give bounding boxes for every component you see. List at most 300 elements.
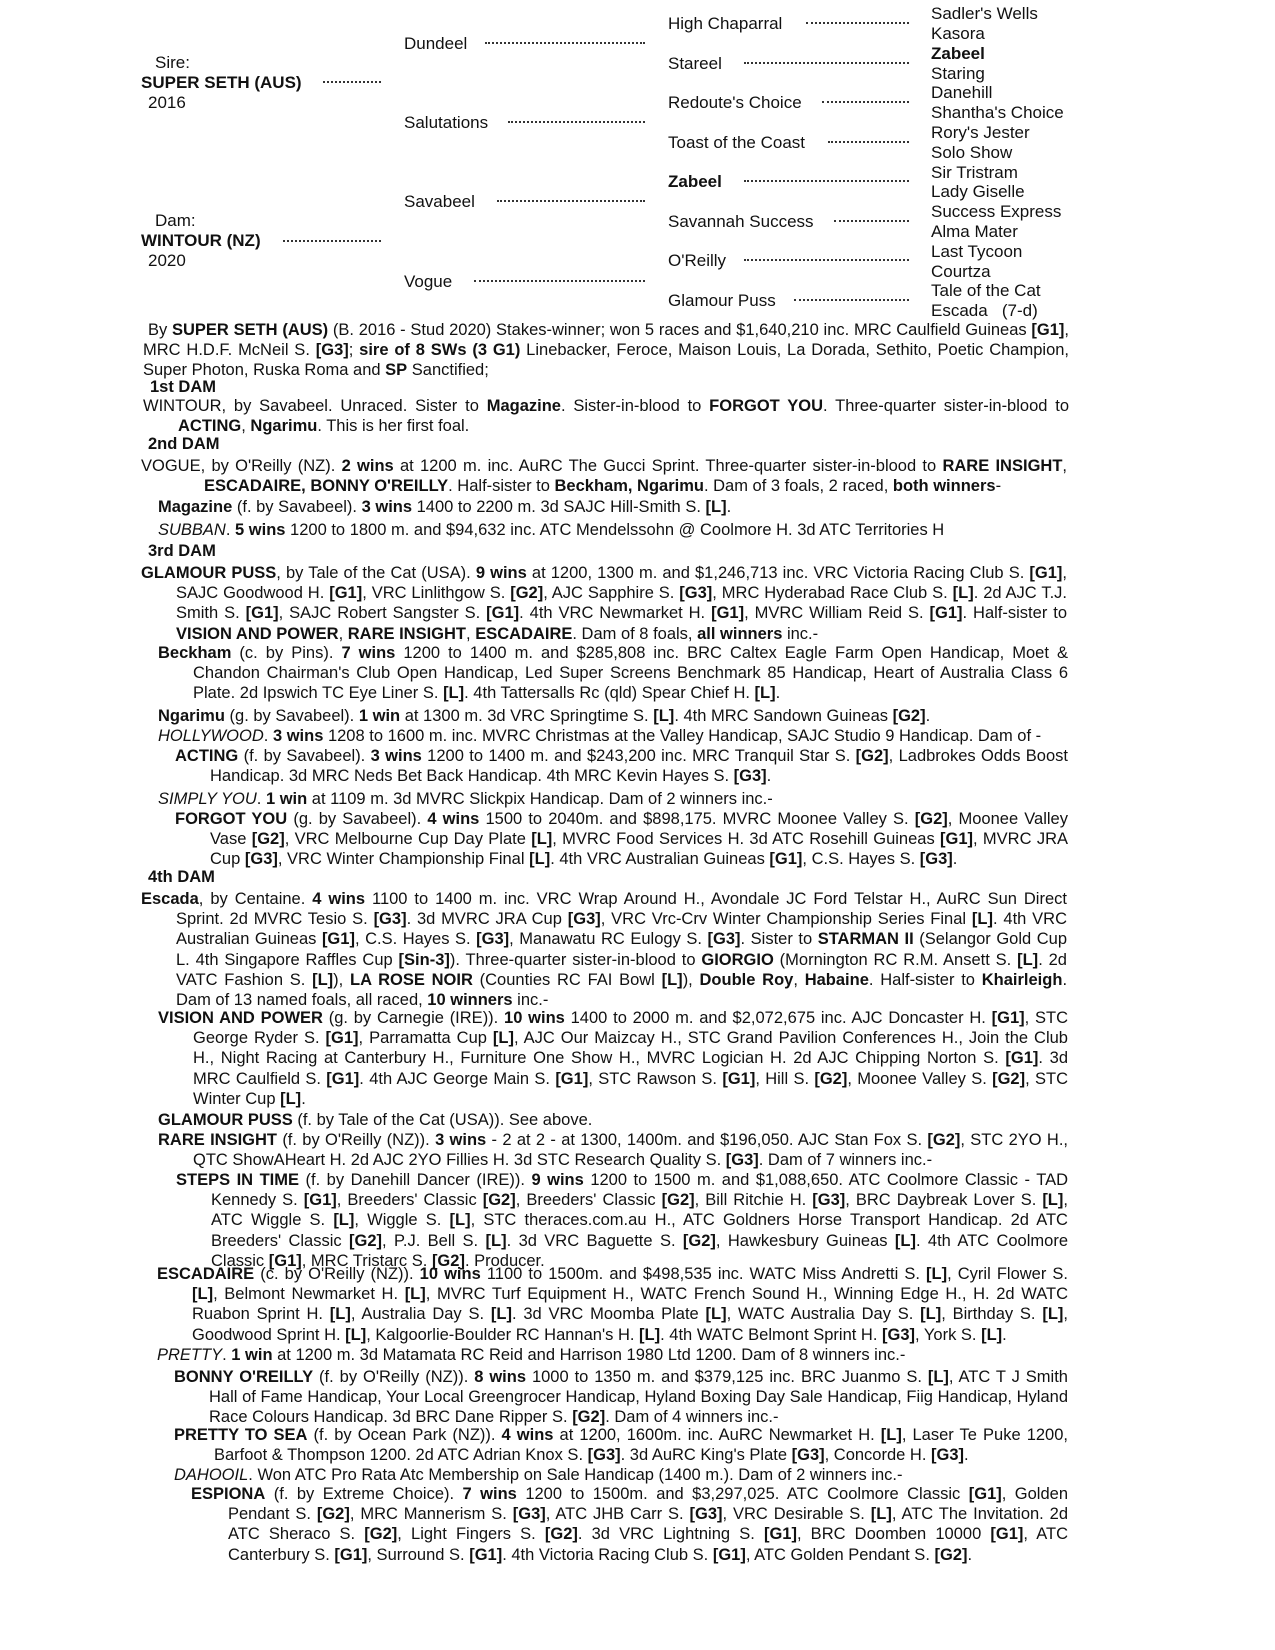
text-run: at 1200 m. 3d Matamata RC Reid and Harrison 1980 Ltd 1200. Dam of 8 winners inc.- (272, 1346, 906, 1364)
text-run: . (222, 1346, 232, 1364)
gen4-name: Escada (7-d) (931, 301, 1038, 320)
text-run: [G1] (940, 830, 974, 849)
text-run: . (952, 850, 958, 869)
text-run: , (241, 417, 251, 436)
text-run: . 3d MRC Caulfield S. (193, 1049, 1068, 1088)
text-run: [G1] (763, 1525, 797, 1544)
dam-year: 2020 (148, 251, 186, 270)
text-run: FORGOT YOU (175, 810, 288, 828)
text-run: , Birthday S. (941, 1305, 1043, 1324)
text-run: . This is her first foal. (317, 417, 470, 436)
text-run: . 4th VRC Newmarket H. (519, 604, 712, 623)
text-run: [G2] (814, 1069, 848, 1088)
text-run: 5 wins (235, 521, 286, 539)
text-run: (Mornington RC R.M. Ansett S. (773, 950, 1018, 969)
text-run: [L] (1042, 1191, 1064, 1210)
text-run: [G1] (329, 584, 363, 603)
text-run: , BRC Daybreak Lover S. (845, 1191, 1043, 1210)
text-run: 8 wins (474, 1368, 527, 1386)
text-run: . Dam of 13 named foals, all raced, (176, 970, 1068, 1010)
text-run: , Wiggle S. (354, 1211, 450, 1230)
text-run: , C.S. Hayes S. (354, 930, 477, 949)
text-run: [G3] (512, 1505, 546, 1524)
dam-label: Dam: (155, 211, 196, 230)
text-run: 10 wins (419, 1265, 481, 1283)
text-run: [G1] (469, 1545, 503, 1564)
text-run: ), (333, 970, 350, 989)
text-run: (Selangor Gold Cup L. 4th Singapore Raffles Cup (176, 930, 1068, 969)
text-run: By (148, 321, 172, 339)
text-run: [G1] (326, 1069, 360, 1088)
progeny-entry (174, 1425, 1068, 1465)
text-run: 7 wins (341, 644, 396, 662)
text-run: . 3d VRC Baguette S. (506, 1231, 683, 1250)
text-run: [L] (485, 1231, 507, 1250)
text-run: 3 wins (361, 498, 413, 516)
text-run: [L] (981, 1325, 1003, 1344)
gen4-name: Lady Giselle (931, 182, 1025, 201)
text-run: (f. by O'Reilly (NZ)). (277, 1131, 436, 1149)
text-run: 1208 to 1600 m. inc. MVRC Christmas at the Valley Handicap, SAJC Studio 9 Handicap. Dam of - (323, 727, 1042, 745)
text-run: 7 wins (462, 1485, 517, 1503)
text-run: [G1] (303, 1191, 337, 1210)
text-run: . Dam of 8 foals, (572, 624, 698, 643)
text-run: , by Tale of the Cat (USA). (276, 564, 476, 582)
text-run: at 1109 m. 3d MVRC Slickpix Handicap. Dam of 2 winners inc.- (307, 790, 773, 808)
text-run: , MVRC William Reid S. (744, 604, 930, 623)
text-run: GLAMOUR PUSS (158, 1111, 293, 1129)
text-run: (g. by Savabeel). (287, 810, 428, 828)
text-run: [L] (894, 1231, 916, 1250)
text-run: , VRC Desirable S. (722, 1505, 871, 1524)
text-run: [G1] (990, 1525, 1024, 1544)
text-run: , MVRC JRA Cup (210, 830, 1068, 869)
progeny-entry (158, 497, 1068, 517)
text-run: . Dam of 3 foals, 2 raced, (703, 477, 893, 496)
progeny-entry (157, 1345, 1068, 1365)
text-run: [G3] (931, 1446, 965, 1465)
gen4-name: Rory's Jester (931, 123, 1030, 142)
text-run: [L] (333, 1211, 355, 1230)
text-run: Beckham (158, 644, 232, 662)
text-run: [L] (880, 1426, 902, 1444)
text-run: , Goodwood Sprint H. (192, 1305, 1068, 1344)
text-run: , Light Fingers S. (397, 1525, 545, 1544)
text-run: , MVRC Turf Equipment H., WATC French Sound H., Winning Edge H., H. 2d WATC Ruabon Sprint H. (192, 1285, 1068, 1324)
text-run: [L] (1017, 950, 1039, 969)
text-run: [G1] (268, 1251, 302, 1270)
text-run: ACTING (175, 747, 239, 765)
text-run: [G3] (791, 1446, 825, 1465)
text-run: 1 win (231, 1346, 273, 1364)
text-run: (g. by Savabeel). (224, 707, 359, 725)
text-run: , Breeders' Classic (336, 1191, 483, 1210)
text-run: [L] (531, 830, 553, 849)
gen4-name: Shantha's Choice (931, 103, 1064, 122)
text-run: (f. by Savabeel). (232, 498, 362, 516)
text-run: HOLLYWOOD (158, 727, 264, 745)
text-run: PRETTY TO SEA (174, 1426, 308, 1444)
text-run: , STC 2YO H., QTC ShowAHeart H. 2d AJC 2YO Fillies H. 3d STC Research Quality S. (193, 1131, 1069, 1170)
text-run: FORGOT YOU (709, 397, 824, 415)
text-run: 1200 to 1400 m. and $243,200 inc. MRC Tranquil Star S. (421, 747, 856, 765)
text-run: [L] (1042, 1305, 1064, 1324)
text-run: , Golden Pendant S. (228, 1485, 1068, 1524)
text-run: RARE INSIGHT (942, 457, 1063, 475)
text-run: ). Three-quarter sister-in-blood to (449, 950, 702, 969)
text-run: [G1] (325, 1029, 359, 1048)
text-run: 1200 to 1400 m. and $285,808 inc. BRC Caltex Eagle Farm Open Handicap, Moet & Chandon Chairman's Club Open Handicap, Led Super Screens Benchmark 85 Handicap, Heart of Australia Class 6 Plate. 2d Ipswich TC Eye Liner S. (193, 644, 1068, 703)
text-run: . 4th WATC Belmont Sprint H. (660, 1325, 883, 1344)
text-run: [G2] (510, 584, 544, 603)
text-run: . 2d VATC Fashion S. (176, 950, 1067, 989)
text-run: , (338, 624, 348, 643)
text-run: [L] (705, 498, 727, 516)
text-run: [G1] (486, 604, 520, 623)
gen4-name: Danehill (931, 83, 993, 102)
text-run: . Dam of 7 winners inc.- (758, 1151, 933, 1170)
text-run: , Belmont Newmarket H. (213, 1285, 405, 1304)
text-run: 1000 to 1350 m. and $379,125 inc. BRC Juanmo S. (526, 1368, 928, 1386)
text-run: 1400 to 2000 m. and $2,072,675 inc. AJC Doncaster H. (564, 1009, 992, 1027)
text-run: [G3] (244, 850, 278, 869)
text-run: [G2] (482, 1191, 516, 1210)
text-run: STEPS IN TIME (176, 1171, 300, 1189)
text-run: . (225, 521, 236, 539)
progeny-entry (158, 643, 1068, 704)
text-run: [L] (192, 1285, 214, 1304)
text-run: [L] (312, 970, 334, 989)
text-run: . 4th AJC George Main S. (359, 1069, 556, 1088)
gen3-name: O'Reilly (668, 251, 727, 270)
text-run: 1200 to 1500 m. and $1,088,650. ATC Coolmore Classic - TAD Kennedy S. (211, 1171, 1069, 1210)
text-run: , (1062, 457, 1067, 475)
text-run: [G2] (914, 810, 948, 828)
text-run: ; (348, 341, 360, 360)
sire-summary (143, 320, 1069, 381)
text-run: SUBBAN (158, 521, 226, 539)
gen4-name: Alma Mater (931, 222, 1018, 241)
text-run: , (793, 970, 805, 989)
text-run: Magazine (486, 397, 561, 415)
text-run: 3 wins (272, 727, 324, 745)
text-run: (f. by Tale of the Cat (USA)). See above. (292, 1111, 593, 1129)
text-run: . 4th VRC Australian Guineas (176, 910, 1067, 949)
text-run: . (263, 727, 273, 745)
text-run: [G3] (689, 1505, 723, 1524)
text-run: [G1] (555, 1069, 589, 1088)
text-run: VISION AND POWER (176, 624, 339, 643)
text-run: GIORGIO (701, 950, 774, 969)
text-run: , VRC Melbourne Cup Day Plate (284, 830, 532, 849)
text-run: Khairleigh (981, 970, 1063, 989)
text-run: [G1] (722, 1069, 756, 1088)
text-run: [G2] (251, 830, 285, 849)
dam-paragraph (141, 456, 1067, 496)
text-run: [L] (653, 707, 675, 725)
text-run: (c. by O'Reilly (NZ)). (254, 1265, 420, 1283)
text-run: , Manawatu RC Eulogy S. (509, 930, 708, 949)
text-run: [G3] (679, 584, 713, 603)
progeny-entry (158, 789, 1068, 809)
text-run: (f. by Extreme Choice). (265, 1485, 463, 1503)
text-run: . Half-sister to (868, 970, 982, 989)
text-run: - (995, 477, 1002, 496)
text-run: , STC theraces.com.au H., ATC Goldners Horse Transport Handicap. 2d ATC Breeders' Classic (211, 1211, 1068, 1250)
text-run: at 1300 m. 3d VRC Springtime S. (400, 707, 654, 725)
text-run: inc.- (512, 991, 549, 1010)
text-run: , AJC Our Maizcay H., STC Grand Pavilion Conferences H., Join the Club H., Night Racing at Canterbury H., Furniture One Show H., MVRC Logician H. 2d AJC Chipping Norton S. (193, 1029, 1068, 1068)
text-run: [L] (971, 910, 993, 929)
text-run: [L] (705, 1305, 727, 1324)
text-run: , VRC Linlithgow S. (362, 584, 511, 603)
gen2-name: Savabeel (404, 192, 475, 211)
text-run: , Breeders' Classic (515, 1191, 662, 1210)
progeny-entry (158, 1110, 1068, 1130)
text-run: [G2] (892, 707, 926, 725)
text-run: LA ROSE NOIR (350, 970, 473, 989)
text-run: , ATC Canterbury S. (228, 1525, 1069, 1564)
text-run: [L] (927, 1368, 949, 1386)
text-run: . 4th Victoria Racing Club S. (502, 1545, 713, 1564)
text-run: . Producer. (464, 1251, 545, 1270)
text-run: , by Centaine. (198, 890, 313, 908)
text-run: , STC George Ryder S. (193, 1009, 1068, 1048)
text-run: , VRC Winter Championship Final (277, 850, 530, 869)
gen3-name: Redoute's Choice (668, 93, 802, 112)
text-run: , ATC JHB Carr S. (545, 1505, 690, 1524)
gen4-name: Kasora (931, 24, 985, 43)
progeny-entry (158, 1008, 1068, 1109)
text-run: [G2] (682, 1231, 716, 1250)
sire-year: 2016 (148, 93, 186, 112)
text-run: [G1] (1005, 1049, 1039, 1068)
text-run: ACTING (178, 417, 242, 436)
text-run: [G3] (567, 910, 601, 929)
text-run: 1 win (265, 790, 308, 808)
text-run: [G1] (968, 1485, 1002, 1503)
gen4-name: Courtza (931, 262, 991, 281)
text-run: , MRC Mannerism S. (349, 1505, 513, 1524)
progeny-entry (174, 1465, 1068, 1485)
text-run: [L] (639, 1325, 661, 1344)
progeny-entry (158, 1130, 1068, 1170)
text-run: SIMPLY YOU (158, 790, 257, 808)
text-run: , VRC Vrc-Crv Winter Championship Series Final (600, 910, 972, 929)
text-run: . (1002, 1325, 1007, 1344)
text-run: [G2] (431, 1251, 465, 1270)
text-run: [G1] (1031, 321, 1065, 339)
text-run: , Parramatta Cup (358, 1029, 493, 1048)
text-run: Magazine (158, 498, 233, 516)
text-run: (f. by Danehill Dancer (IRE)). (299, 1171, 532, 1189)
dam-paragraph (143, 396, 1069, 436)
text-run: [L] (529, 850, 551, 869)
text-run: , MRC Tristarc S. (301, 1251, 432, 1270)
text-run: [G3] (919, 850, 953, 869)
text-run: 1100 to 1500m. and $498,535 inc. WATC Miss Andretti S. (480, 1265, 927, 1283)
text-run: . (726, 498, 732, 516)
text-run: [L] (490, 1305, 512, 1324)
text-run: [L] (661, 970, 683, 989)
text-run: [G2] (572, 1408, 606, 1427)
text-run: [G3] (707, 930, 741, 949)
text-run: . 4th ATC Coolmore Classic (211, 1231, 1068, 1270)
text-run: . (925, 707, 931, 725)
text-run: , Ladbrokes Odds Boost Handicap. 3d MRC Neds Bet Back Handicap. 4th MRC Kevin Hayes S. (210, 747, 1068, 786)
text-run: 1200 to 1500m. and $3,297,025. ATC Coolmore Classic (516, 1485, 969, 1503)
text-run: 10 winners (427, 991, 513, 1010)
text-run: VOGUE, by O'Reilly (NZ). (141, 457, 342, 475)
text-run: . 3d MVRC JRA Cup (406, 910, 568, 929)
text-run: [G3] (812, 1191, 846, 1210)
text-run: [G1] (769, 850, 803, 869)
text-run: . Won ATC Pro Rata Atc Membership on Sale Handicap (1400 m.). Dam of 2 winners inc.- (248, 1466, 903, 1484)
text-run: Escada (141, 890, 199, 908)
text-run: all winners (697, 624, 783, 643)
text-run: [G2] (927, 1131, 961, 1149)
text-run: , Hawkesbury Guineas (715, 1231, 895, 1250)
progeny-entry (158, 520, 1068, 540)
text-run: (c. by Pins). (231, 644, 342, 662)
text-run: , MVRC Food Services H. 3d ATC Rosehill Guineas (552, 830, 941, 849)
dam-name: WINTOUR (NZ) (141, 231, 261, 250)
gen3-name: Zabeel (668, 172, 722, 191)
text-run: , Bill Ritchie H. (694, 1191, 813, 1210)
text-run: 3 wins (435, 1131, 487, 1149)
text-run: [L] (952, 584, 974, 603)
text-run: . (256, 790, 266, 808)
text-run: [G1] (991, 1009, 1025, 1027)
text-run: , York S. (915, 1325, 982, 1344)
text-run: [L] (920, 1305, 942, 1324)
text-run: [L] (329, 1305, 351, 1324)
text-run: (Counties RC FAI Bowl (472, 970, 662, 989)
dam-paragraph (141, 889, 1067, 1010)
text-run: 4 wins (312, 890, 366, 908)
text-run: 1400 to 2200 m. 3d SAJC Hill-Smith S. (412, 498, 706, 516)
text-run: . 3d AuRC King's Plate (620, 1446, 792, 1465)
gen3-name: Glamour Puss (668, 291, 776, 310)
dam-heading: 1st DAM (150, 378, 217, 396)
text-run: 1 win (358, 707, 401, 725)
text-run: . 3d VRC Moomba Plate (511, 1305, 706, 1324)
text-run: , Laser Te Puke 1200, Barfoot & Thompson 1200. 2d ATC Adrian Knox S. (214, 1426, 1068, 1465)
text-run: ESPIONA (191, 1485, 266, 1503)
text-run: STARMAN II (817, 930, 914, 949)
text-run: . 2d AJC T.J. Smith S. (176, 584, 1067, 623)
text-run: (f. by Savabeel). (238, 747, 371, 765)
text-run: SUPER SETH (AUS) (172, 321, 329, 339)
text-run: VISION AND POWER (158, 1009, 323, 1027)
text-run: . (775, 684, 781, 703)
text-run: SP (385, 361, 408, 380)
text-run: - 2 at 2 - at 1300, 1400m. and $196,050. AJC Stan Fox S. (486, 1131, 928, 1149)
progeny-entry (174, 1367, 1068, 1428)
text-run: 9 wins (475, 564, 527, 582)
text-run: Beckham, Ngarimu (554, 477, 704, 496)
text-run: GLAMOUR PUSS (141, 564, 277, 582)
progeny-entry (158, 726, 1068, 746)
text-run: , P.J. Bell S. (382, 1231, 486, 1250)
text-run: [G2] (364, 1525, 398, 1544)
gen4-name: Last Tycoon (931, 242, 1023, 261)
text-run: . Sister-in-blood to (560, 397, 710, 415)
gen2-name: Vogue (404, 272, 453, 291)
text-run: [G1] (712, 1545, 746, 1564)
text-run: , Hill S. (755, 1069, 815, 1088)
text-run: [G2] (544, 1525, 578, 1544)
text-run: , STC Rawson S. (588, 1069, 723, 1088)
text-run: Sanctified; (407, 361, 489, 380)
text-run: [G2] (661, 1191, 695, 1210)
text-run: [G3] (725, 1151, 759, 1170)
text-run: (f. by Ocean Park (NZ)). (307, 1426, 502, 1444)
dam-paragraph (141, 563, 1067, 644)
text-run: . 4th Tattersalls Rc (qld) Spear Chief H. (464, 684, 755, 703)
text-run: (B. 2016 - Stud 2020) Stakes-winner; won 5 races and $1,640,210 inc. MRC Caulfield Guineas (328, 321, 1032, 339)
gen3-name: High Chaparral (668, 14, 783, 33)
gen4-name: Sadler's Wells (931, 4, 1038, 23)
text-run: , AJC Sapphire S. (543, 584, 680, 603)
text-run: [L] (492, 1029, 514, 1048)
gen4-name: Staring (931, 64, 985, 83)
text-run: [Sin-3] (398, 950, 450, 969)
text-run: WINTOUR, by Savabeel. Unraced. Sister to (143, 397, 487, 415)
dam-heading: 3rd DAM (148, 542, 216, 560)
text-run: [G1] (1029, 564, 1063, 582)
text-run: ESCADAIRE (157, 1265, 255, 1283)
text-run: , Surround S. (367, 1545, 470, 1564)
text-run: [L] (443, 684, 465, 703)
text-run: , MRC Hyderabad Race Club S. (712, 584, 953, 603)
text-run: , STC Winter Cup (193, 1069, 1068, 1108)
gen4-name: Success Express (931, 202, 1062, 221)
text-run: [L] (280, 1089, 302, 1108)
text-run: , ATC T J Smith Hall of Fame Handicap, Your Local Greengrocer Handicap, Hyland Boxing Day Sale Handicap, Fiig Handicap, Hyland Race Colours Handicap. 3d BRC Dane Ripper S. (209, 1368, 1068, 1427)
text-run: [L] (404, 1285, 426, 1304)
text-run: [L] (449, 1211, 471, 1230)
text-run: at 1200, 1600m. inc. AuRC Newmarket H. (553, 1426, 881, 1444)
text-run: BONNY O'REILLY (174, 1368, 314, 1386)
gen4-name: Tale of the Cat (931, 281, 1041, 300)
dam-heading: 4th DAM (148, 868, 215, 886)
text-run: 9 wins (531, 1171, 584, 1189)
progeny-entry (175, 746, 1068, 786)
dam-heading: 2nd DAM (148, 435, 220, 453)
text-run: both winners (892, 477, 996, 496)
text-run: PRETTY (157, 1346, 223, 1364)
gen2-name: Dundeel (404, 34, 468, 53)
text-run: , Concorde H. (824, 1446, 932, 1465)
progeny-entry (158, 706, 1068, 726)
gen3-name: Toast of the Coast (668, 133, 806, 152)
text-run: [G2] (855, 747, 889, 765)
text-run: , Moonee Valley S. (847, 1069, 993, 1088)
text-run: 4 wins (427, 810, 480, 828)
text-run: . Half-sister to (962, 604, 1067, 623)
text-run: [G1] (321, 930, 355, 949)
text-run: [G2] (349, 1231, 383, 1250)
text-run: [G1] (929, 604, 963, 623)
text-run: 4 wins (501, 1426, 554, 1444)
text-run: . Half-sister to (448, 477, 555, 496)
text-run: [G2] (992, 1069, 1026, 1088)
text-run: , (466, 624, 476, 643)
text-run: , SAJC Robert Sangster S. (278, 604, 487, 623)
text-run: [G3] (733, 767, 767, 786)
text-run: , Cyril Flower S. (947, 1265, 1068, 1283)
